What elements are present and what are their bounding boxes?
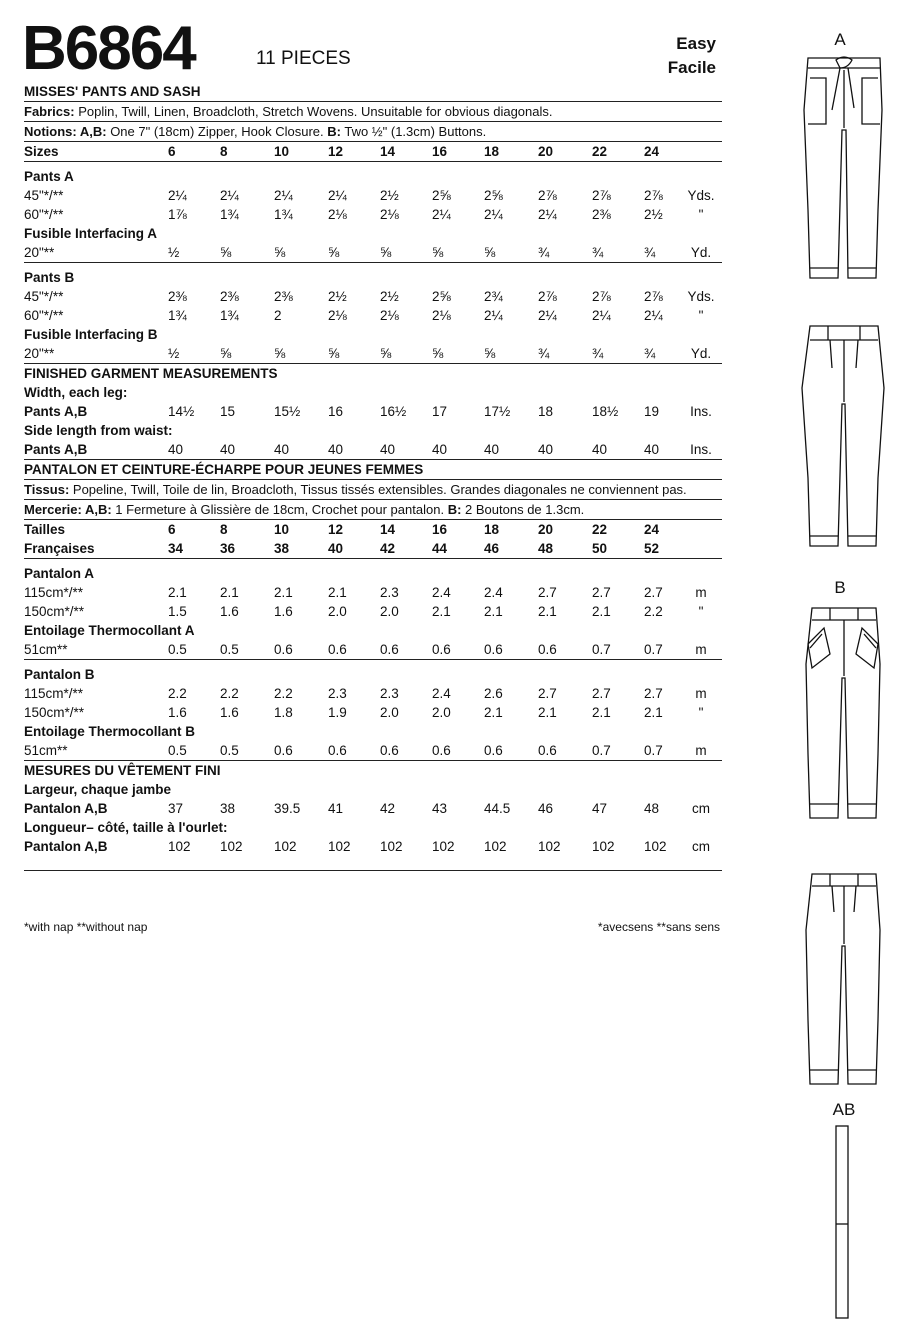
value-cell: ⅝ xyxy=(432,346,444,361)
value-cell: 2⅝ xyxy=(432,188,451,203)
value-cell: 2¾ xyxy=(484,289,503,304)
value-cell: ½ xyxy=(168,245,180,260)
value-cell: ⅝ xyxy=(380,245,392,260)
row-label: 60"*/** xyxy=(24,308,64,323)
value-cell: 0.6 xyxy=(432,743,451,758)
value-cell: 1.6 xyxy=(274,604,293,619)
value-cell: 2¼ xyxy=(592,308,611,323)
value-cell: ⅝ xyxy=(380,346,392,361)
length-title: Longueur– côté, taille à l'ourlet: xyxy=(24,820,228,835)
view-label-a: A xyxy=(834,30,846,49)
row-label: 45"*/** xyxy=(24,289,64,304)
section-title: Pantalon B xyxy=(24,667,95,682)
value-cell: 2¼ xyxy=(484,207,503,222)
value-cell: ¾ xyxy=(592,245,604,260)
row-label: 150cm*/** xyxy=(24,604,85,619)
value-cell: 1¾ xyxy=(168,308,187,323)
section-title: Fusible Interfacing B xyxy=(24,327,158,342)
size-cell: 20 xyxy=(538,522,554,537)
value-cell: 40 xyxy=(220,442,236,457)
value-cell: 2⅛ xyxy=(380,308,399,323)
size-cell: 18 xyxy=(484,144,500,159)
row-label: 115cm*/** xyxy=(24,585,84,600)
pattern-code: B6864 xyxy=(22,14,195,83)
value-cell: 41 xyxy=(328,801,344,816)
row-label: 60"*/** xyxy=(24,207,64,222)
value-cell: 43 xyxy=(432,801,448,816)
value-cell: 2⅛ xyxy=(432,308,451,323)
data-row xyxy=(24,837,722,856)
value-cell: 40 xyxy=(168,442,184,457)
value-cell: 2.1 xyxy=(484,705,503,720)
value-cell: 2⅜ xyxy=(274,289,293,304)
unit-cell: Yds. xyxy=(687,188,715,203)
size-cell: 16 xyxy=(432,144,448,159)
data-group xyxy=(24,243,722,263)
size-cell: 52 xyxy=(644,541,660,556)
row-label: 51cm** xyxy=(24,642,68,657)
value-cell: 2⅛ xyxy=(380,207,399,222)
unit-cell: m xyxy=(695,686,707,701)
row-label: 45"*/** xyxy=(24,188,64,203)
value-cell: ⅝ xyxy=(274,346,286,361)
value-cell: 102 xyxy=(538,839,561,854)
value-cell: 2⅛ xyxy=(328,308,347,323)
size-cell: 8 xyxy=(220,522,228,537)
finished-title: FINISHED GARMENT MEASUREMENTS xyxy=(24,366,278,381)
pants-b-front-drawing xyxy=(790,604,900,822)
size-cell: 50 xyxy=(592,541,608,556)
value-cell: ¾ xyxy=(644,245,656,260)
unit-cell: " xyxy=(698,207,704,222)
data-row xyxy=(24,684,722,703)
value-cell: 0.6 xyxy=(538,642,557,657)
data-group xyxy=(24,640,722,660)
data-row xyxy=(24,703,722,722)
value-cell: ⅝ xyxy=(328,346,340,361)
value-cell: 2.2 xyxy=(168,686,187,701)
unit-cell: m xyxy=(695,585,707,600)
francaises-row xyxy=(24,539,722,559)
value-cell: 2.7 xyxy=(538,585,557,600)
value-cell: 102 xyxy=(484,839,507,854)
data-row xyxy=(24,583,722,602)
unit-cell: Yd. xyxy=(690,245,712,260)
value-cell: 2¼ xyxy=(328,188,347,203)
value-cell: 0.6 xyxy=(274,743,293,758)
value-cell: 42 xyxy=(380,801,396,816)
row-label: Pants A,B xyxy=(24,442,88,457)
size-cell: 10 xyxy=(274,522,290,537)
value-cell: ⅝ xyxy=(484,245,496,260)
value-cell: ⅝ xyxy=(220,346,232,361)
value-cell: 1.9 xyxy=(328,705,347,720)
data-group xyxy=(24,186,722,224)
size-cell: 24 xyxy=(644,144,660,159)
value-cell: 2¼ xyxy=(274,188,293,203)
size-cell: 18 xyxy=(484,522,500,537)
value-cell: 1.6 xyxy=(220,604,239,619)
value-cell: 102 xyxy=(380,839,403,854)
value-cell: 18½ xyxy=(592,404,619,419)
value-cell: 102 xyxy=(592,839,615,854)
row-label: Pants A,B xyxy=(24,404,88,419)
value-cell: 2¼ xyxy=(432,207,451,222)
value-cell: 0.6 xyxy=(380,743,399,758)
value-cell: 2⅜ xyxy=(220,289,239,304)
fabrics-row: Fabrics: Poplin, Twill, Linen, Broadcloth, Stretch Wovens. Unsuitable for obvious diagonals. xyxy=(24,102,722,122)
value-cell: 40 xyxy=(380,442,396,457)
value-cell: 102 xyxy=(644,839,667,854)
size-cell: 10 xyxy=(274,144,290,159)
tailles-row xyxy=(24,520,722,539)
french-title: PANTALON ET CEINTURE-ÉCHARPE POUR JEUNES FEMMES xyxy=(24,460,722,480)
value-cell: 2.7 xyxy=(644,686,663,701)
difficulty-fr: Facile xyxy=(667,58,716,77)
value-cell: 2.0 xyxy=(380,604,399,619)
value-cell: 17½ xyxy=(484,404,511,419)
unit-cell: " xyxy=(698,308,704,323)
mercerie-row: Mercerie: A,B: 1 Fermeture à Glissière de 18cm, Crochet pour pantalon. B: 2 Boutons de 1.3cm. xyxy=(24,500,722,520)
value-cell: ½ xyxy=(168,346,180,361)
value-cell: 2.1 xyxy=(168,585,187,600)
value-cell: 2¼ xyxy=(538,308,557,323)
view-label-ab: AB xyxy=(832,1100,856,1119)
value-cell: 2⅞ xyxy=(592,188,611,203)
value-cell: 40 xyxy=(644,442,660,457)
value-cell: 102 xyxy=(220,839,243,854)
size-cell: 44 xyxy=(432,541,448,556)
value-cell: 38 xyxy=(220,801,236,816)
value-cell: 2.1 xyxy=(538,705,557,720)
size-cell: 48 xyxy=(538,541,554,556)
value-cell: 2½ xyxy=(328,289,347,304)
row-label: 20"** xyxy=(24,346,55,361)
value-cell: 0.5 xyxy=(220,642,239,657)
size-cell: 6 xyxy=(168,144,176,159)
difficulty xyxy=(640,32,716,80)
size-cell: 12 xyxy=(328,144,344,159)
sizes-row xyxy=(24,142,722,162)
value-cell: 2.7 xyxy=(538,686,557,701)
value-cell: 46 xyxy=(538,801,554,816)
value-cell: 37 xyxy=(168,801,184,816)
value-cell: 2⅜ xyxy=(168,289,187,304)
value-cell: 2¼ xyxy=(484,308,503,323)
unit-cell: Ins. xyxy=(690,404,712,419)
value-cell: 15 xyxy=(220,404,236,419)
data-row xyxy=(24,640,722,660)
value-cell: 2.1 xyxy=(592,705,611,720)
value-cell: 0.6 xyxy=(380,642,399,657)
value-cell: ⅝ xyxy=(220,245,232,260)
value-cell: 39.5 xyxy=(274,801,301,816)
row-label: 20"** xyxy=(24,245,55,260)
row-label: 51cm** xyxy=(24,743,68,758)
value-cell: 102 xyxy=(328,839,351,854)
value-cell: 2.3 xyxy=(328,686,347,701)
value-cell: 40 xyxy=(274,442,290,457)
value-cell: 2.1 xyxy=(274,585,293,600)
value-cell: 2⅞ xyxy=(538,289,557,304)
value-cell: 0.6 xyxy=(328,642,347,657)
data-group xyxy=(24,287,722,325)
notions-row: Notions: A,B: One 7" (18cm) Zipper, Hook Closure. B: Two ½" (1.3cm) Buttons. xyxy=(24,122,722,142)
value-cell: 2.2 xyxy=(274,686,293,701)
row-label: Sizes xyxy=(24,144,59,159)
data-group xyxy=(24,837,722,871)
value-cell: 40 xyxy=(432,442,448,457)
value-cell: 2 xyxy=(274,308,282,323)
value-cell: 2¼ xyxy=(644,308,663,323)
finished-title: MESURES DU VÊTEMENT FINI xyxy=(24,763,221,778)
data-row xyxy=(24,186,722,205)
value-cell: 1.6 xyxy=(168,705,187,720)
value-cell: 47 xyxy=(592,801,608,816)
value-cell: 102 xyxy=(168,839,191,854)
value-cell: 0.6 xyxy=(538,743,557,758)
value-cell: 2.0 xyxy=(432,705,451,720)
value-cell: 102 xyxy=(274,839,297,854)
value-cell: 0.6 xyxy=(328,743,347,758)
value-cell: 1¾ xyxy=(220,308,239,323)
value-cell: 0.5 xyxy=(220,743,239,758)
value-cell: 2.7 xyxy=(644,585,663,600)
size-cell: 34 xyxy=(168,541,184,556)
row-label: 115cm*/** xyxy=(24,686,84,701)
value-cell: ¾ xyxy=(538,346,550,361)
data-group xyxy=(24,799,722,818)
value-cell: 2½ xyxy=(380,289,399,304)
data-row xyxy=(24,205,722,224)
footnote-en: *with nap **without nap xyxy=(24,920,148,934)
value-cell: 1.6 xyxy=(220,705,239,720)
value-cell: 2.7 xyxy=(592,585,611,600)
value-cell: 40 xyxy=(328,442,344,457)
value-cell: 15½ xyxy=(274,404,301,419)
table-end-rule xyxy=(24,856,722,871)
section-title: Pants B xyxy=(24,270,75,285)
footnote-fr: *avecsens **sans sens xyxy=(597,920,720,934)
value-cell: 2¼ xyxy=(168,188,187,203)
data-row xyxy=(24,602,722,621)
value-cell: 2¼ xyxy=(538,207,557,222)
value-cell: 1¾ xyxy=(274,207,293,222)
value-cell: 2⅞ xyxy=(644,188,663,203)
value-cell: 2.7 xyxy=(592,686,611,701)
row-label: Tailles xyxy=(24,522,66,537)
value-cell: 14½ xyxy=(168,404,195,419)
data-group xyxy=(24,741,722,761)
section-title: Fusible Interfacing A xyxy=(24,226,158,241)
width-title: Width, each leg: xyxy=(24,385,128,400)
row-label: Françaises xyxy=(24,541,95,556)
value-cell: 40 xyxy=(538,442,554,457)
value-cell: 0.7 xyxy=(644,642,663,657)
value-cell: 0.6 xyxy=(484,642,503,657)
value-cell: 2⅞ xyxy=(644,289,663,304)
unit-cell: Yds. xyxy=(687,289,715,304)
value-cell: 1¾ xyxy=(220,207,239,222)
value-cell: 2.1 xyxy=(592,604,611,619)
row-label: Pantalon A,B xyxy=(24,801,108,816)
unit-cell: cm xyxy=(692,801,710,816)
unit-cell: Yd. xyxy=(690,346,712,361)
size-cell: 22 xyxy=(592,522,608,537)
value-cell: 18 xyxy=(538,404,554,419)
value-cell: 2⅞ xyxy=(592,289,611,304)
value-cell: 0.6 xyxy=(432,642,451,657)
value-cell: 2.4 xyxy=(432,585,451,600)
value-cell: ⅝ xyxy=(484,346,496,361)
value-cell: 2⅞ xyxy=(538,188,557,203)
pieces-count: 11 PIECES xyxy=(256,48,351,69)
value-cell: 2.1 xyxy=(328,585,347,600)
value-cell: 2½ xyxy=(380,188,399,203)
section-title: Pants A xyxy=(24,169,74,184)
value-cell: 2⅛ xyxy=(328,207,347,222)
value-cell: 0.5 xyxy=(168,642,187,657)
value-cell: ¾ xyxy=(592,346,604,361)
pants-a-front-drawing xyxy=(790,50,900,282)
value-cell: ⅝ xyxy=(432,245,444,260)
row-label: 150cm*/** xyxy=(24,705,85,720)
value-cell: 44.5 xyxy=(484,801,511,816)
value-cell: 2.6 xyxy=(484,686,503,701)
width-title: Largeur, chaque jambe xyxy=(24,782,172,797)
difficulty-en: Easy xyxy=(676,34,716,53)
size-cell: 24 xyxy=(644,522,660,537)
value-cell: ⅝ xyxy=(274,245,286,260)
sash-drawing xyxy=(830,1124,854,1320)
value-cell: 1.5 xyxy=(168,604,187,619)
value-cell: 2⅝ xyxy=(432,289,451,304)
data-row xyxy=(24,440,722,460)
size-cell: 20 xyxy=(538,144,554,159)
value-cell: 2.2 xyxy=(644,604,663,619)
pants-a-back-drawing xyxy=(790,318,900,550)
data-row xyxy=(24,243,722,263)
value-cell: 48 xyxy=(644,801,660,816)
section-title: Entoilage Thermocollant B xyxy=(24,724,196,739)
section-title: Entoilage Thermocollant A xyxy=(24,623,195,638)
value-cell: 2.2 xyxy=(220,686,239,701)
value-cell: 2.1 xyxy=(432,604,451,619)
value-cell: 40 xyxy=(592,442,608,457)
yardage-chart xyxy=(24,82,722,871)
size-cell: 42 xyxy=(380,541,396,556)
value-cell: 2.1 xyxy=(538,604,557,619)
value-cell: 2.3 xyxy=(380,686,399,701)
value-cell: ¾ xyxy=(644,346,656,361)
size-cell: 36 xyxy=(220,541,236,556)
data-row xyxy=(24,402,722,421)
unit-cell: m xyxy=(695,743,707,758)
value-cell: 2.4 xyxy=(484,585,503,600)
length-title: Side length from waist: xyxy=(24,423,173,438)
pants-b-back-drawing xyxy=(790,870,900,1088)
data-group xyxy=(24,684,722,722)
value-cell: 16 xyxy=(328,404,344,419)
value-cell: 102 xyxy=(432,839,455,854)
section-title: Pantalon A xyxy=(24,566,95,581)
value-cell: 2½ xyxy=(644,207,663,222)
size-cell: 14 xyxy=(380,144,396,159)
size-cell: 14 xyxy=(380,522,396,537)
value-cell: 1⅞ xyxy=(168,207,187,222)
data-group xyxy=(24,440,722,460)
view-label-b: B xyxy=(834,578,846,597)
value-cell: 0.5 xyxy=(168,743,187,758)
value-cell: 0.7 xyxy=(592,642,611,657)
value-cell: 19 xyxy=(644,404,660,419)
unit-cell: cm xyxy=(692,839,710,854)
value-cell: 2.1 xyxy=(644,705,663,720)
english-title: MISSES' PANTS AND SASH xyxy=(24,82,722,102)
value-cell: 2.3 xyxy=(380,585,399,600)
value-cell: 2⅜ xyxy=(592,207,611,222)
unit-cell: " xyxy=(698,705,704,720)
size-cell: 22 xyxy=(592,144,608,159)
data-row xyxy=(24,287,722,306)
row-label: Pantalon A,B xyxy=(24,839,108,854)
data-row xyxy=(24,799,722,818)
size-cell: 6 xyxy=(168,522,176,537)
value-cell: 2¼ xyxy=(220,188,239,203)
value-cell: 17 xyxy=(432,404,448,419)
unit-cell: Ins. xyxy=(690,442,712,457)
data-group xyxy=(24,402,722,421)
size-cell: 40 xyxy=(328,541,344,556)
value-cell: 0.7 xyxy=(592,743,611,758)
unit-cell: m xyxy=(695,642,707,657)
value-cell: 2.1 xyxy=(484,604,503,619)
size-cell: 12 xyxy=(328,522,344,537)
size-cell: 8 xyxy=(220,144,228,159)
value-cell: 2.1 xyxy=(220,585,239,600)
value-cell: 0.6 xyxy=(484,743,503,758)
value-cell: ¾ xyxy=(538,245,550,260)
value-cell: 0.7 xyxy=(644,743,663,758)
unit-cell: " xyxy=(698,604,704,619)
value-cell: 40 xyxy=(484,442,500,457)
size-cell: 38 xyxy=(274,541,290,556)
size-cell: 16 xyxy=(432,522,448,537)
value-cell: 2⅝ xyxy=(484,188,503,203)
data-row xyxy=(24,344,722,364)
value-cell: 2.0 xyxy=(328,604,347,619)
value-cell: 2.4 xyxy=(432,686,451,701)
value-cell: ⅝ xyxy=(328,245,340,260)
value-cell: 16½ xyxy=(380,404,407,419)
size-cell: 46 xyxy=(484,541,500,556)
value-cell: 1.8 xyxy=(274,705,293,720)
data-row xyxy=(24,306,722,325)
data-group xyxy=(24,583,722,621)
data-row xyxy=(24,741,722,761)
value-cell: 0.6 xyxy=(274,642,293,657)
tissus-row: Tissus: Popeline, Twill, Toile de lin, Broadcloth, Tissus tissés extensibles. Grandes diagonales ne conviennent pas. xyxy=(24,480,722,500)
data-group xyxy=(24,344,722,364)
value-cell: 2.0 xyxy=(380,705,399,720)
